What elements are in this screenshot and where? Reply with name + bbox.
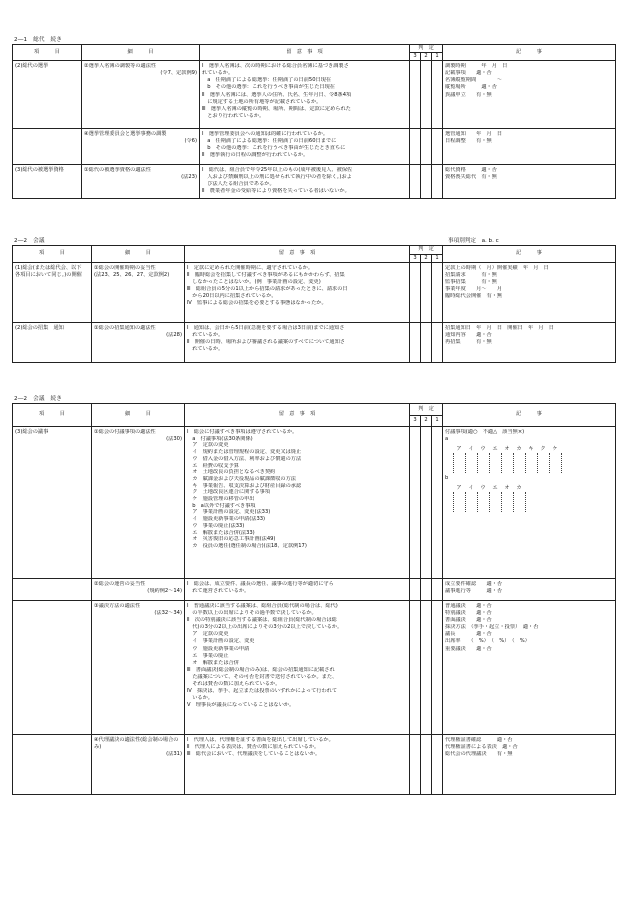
detail-ref: (法23) [181, 174, 197, 181]
check-line: エ 事業の廃止 [187, 652, 229, 659]
judge-cell[interactable] [421, 601, 432, 735]
hdr-item: 項 目 [13, 404, 92, 427]
note-line: 代理権証書による表決 適・否 [445, 744, 518, 751]
hdr-j3: 3 [410, 254, 421, 263]
section-title-2: 2―2 会議 [14, 238, 45, 244]
detail-text: ④代理議決の適法性(総会制の場合のみ) [94, 737, 179, 751]
note-line: 出席率 （ %） （ %） （ %） [445, 638, 530, 645]
detail-ref: (法31) [166, 751, 182, 758]
note-line: 招集請求 有・無 [445, 272, 497, 279]
note-line: 総代資格 適・否 [445, 167, 497, 174]
grid-cell: ウ [480, 485, 486, 492]
row-detail [82, 61, 200, 129]
judge-cell[interactable] [410, 427, 421, 579]
grid-cell: ケ [552, 446, 558, 453]
hdr-j3: 3 [410, 53, 421, 61]
hdr-j1: 1 [432, 254, 443, 263]
check-line: しなかったことはないか。(例 事業計画の設定、変更) [187, 279, 321, 286]
grid-cell: ウ [480, 446, 486, 453]
row-item: (1)総会(または総代会、以下 各項目において同じ。)の開催 [13, 263, 92, 323]
row-notes [443, 735, 616, 795]
hdr-j2: 2 [421, 53, 432, 61]
table-sec2 [12, 245, 616, 363]
judge-cell[interactable] [421, 427, 432, 579]
check-line: Ⅴ 理事長が議長になっていることはないか。 [187, 702, 295, 709]
hdr-check: 留 意 事 項 [200, 45, 410, 61]
row-item [13, 579, 92, 601]
check-line: び法人たる組合員であるか。 [202, 181, 275, 188]
judge-cell[interactable] [410, 129, 421, 165]
table-row [13, 263, 616, 323]
grid-cell: ア [456, 485, 462, 492]
note-line: 招集通知日 年 月 日 開催日 年 月 日 [445, 325, 554, 331]
row-detail [92, 263, 185, 323]
hdr-j1: 1 [432, 415, 443, 427]
check-line: Ⅰ 普通議決に該当する議案は、総組合員(総代制の場合は、総代) [187, 603, 338, 609]
note-line: 採決方法 （挙手・起立・投票） 適・否 [445, 624, 539, 631]
row-detail [92, 323, 185, 363]
detail-ref: (法30) [166, 436, 182, 443]
row-notes [443, 601, 616, 735]
check-line: b その他の選挙：これを行うべき事由が生じたとき直ちに [202, 145, 346, 152]
judge-cell[interactable] [421, 323, 432, 363]
hdr-judge: 判 定 [410, 45, 443, 53]
section-title-1: 2―1 総代 続き [14, 37, 63, 43]
hdr-note: 記 事 [443, 404, 616, 427]
grid-cell: カ [516, 446, 522, 453]
row-detail [82, 165, 200, 198]
check-line: Ⅰ 総代は、組合員で年令25年以上のもの(成年被後見人、被保佐 [202, 167, 353, 174]
row-checks [185, 263, 410, 323]
row-item [13, 601, 92, 735]
check-line: ケ 施設管理の移管の申出 [187, 496, 255, 503]
check-line: た議案について、その可否を封書で送付されているか。また、 [187, 673, 338, 680]
note-line: 日程調整 有・無 [445, 138, 492, 145]
check-line: 人および禁錮刑以上の刑に処せられて執行中の者を除く。)およ [202, 174, 352, 181]
row-notes [443, 263, 616, 323]
hdr-check: 留 意 事 項 [185, 404, 410, 427]
check-line: れているか。 [187, 332, 224, 339]
detail-text: ①総会の開催時期の妥当性 [94, 265, 156, 271]
hdr-detail: 細 目 [82, 45, 200, 61]
section-title-3: 2―2 会議 続き [14, 396, 63, 402]
check-line: Ⅰ 選挙人名簿は、次の時期における総合員名簿に基づき調製さ [202, 63, 349, 70]
check-line: Ⅲ 選挙人名簿の縦覧の時期、場所、期間は、定款に定められた [202, 105, 351, 112]
row-notes [443, 323, 616, 363]
row-item: (3)総会の議事 [13, 427, 92, 579]
grid-label: b [445, 475, 449, 482]
check-line: オ 土地改良の負担となるべき契約 [187, 469, 276, 476]
grid-cell: イ [468, 446, 474, 453]
detail-ref: (法32～34) [154, 610, 182, 617]
check-line: Ⅳ 監事による総会の招集を必要とする事態はなかったか。 [187, 300, 327, 307]
grid-cell: ア [456, 446, 462, 453]
hdr-note: 記 事 [443, 246, 616, 263]
table-row [13, 579, 616, 601]
check-line: Ⅱ 開催の日時、場所および審議される議案のすべてについて通知さ [187, 339, 345, 346]
grid-b-dotted [453, 492, 525, 512]
judge-cell[interactable] [432, 61, 443, 129]
check-line: Ⅰ 代理人は、代理権を証する書面を提出して出席しているか。 [187, 737, 334, 743]
judge-cell[interactable] [432, 323, 443, 363]
grid-cell: キ [528, 446, 534, 453]
check-line: ア 事業計画の設定、変更(法33) [187, 509, 271, 516]
check-line: イ 事業計画の設定、変更 [187, 638, 255, 645]
row-checks [185, 579, 410, 601]
check-line: Ⅱ 臨時総会を招集して付議すべき事項があるにもかかわらず、招集 [187, 272, 345, 279]
hdr-judge: 判 定 [410, 404, 443, 416]
judge-cell[interactable] [421, 165, 432, 198]
check-line: 代)の3分の2以上の出席によりその3分の2以上で決しているか。 [187, 624, 343, 631]
note-line: 名簿縦覧期間 ～ [445, 77, 503, 84]
check-line: ウ 事業の廃止(法33) [187, 522, 245, 529]
check-line: ア 定款の変更 [187, 442, 229, 449]
check-line: ウ 借入金の借入方法、利率および償還の方法 [187, 455, 302, 462]
note-line: 総代会の代理議決 有・無 [445, 751, 513, 758]
note-line: 縦覧場所 適・否 [445, 84, 497, 91]
row-checks [200, 61, 410, 129]
check-line: a 任期満了による総選挙：任期満了の日前50日現在 [202, 77, 332, 84]
row-item [13, 129, 82, 165]
check-line: に規定する土地の所有地等が記載されているか。 [202, 98, 322, 105]
check-line: a 任期満了による総選挙：任期満了の日前60日までに [202, 138, 337, 145]
judge-cell[interactable] [410, 579, 421, 601]
table-row [13, 165, 616, 198]
check-line: Ⅲ 総組合員の5分の1以上から招集の請求があったときに、請求の日 [187, 286, 348, 293]
check-line: b その他の選挙：これを行うべき事由が生じた日現在 [202, 84, 335, 91]
row-checks [185, 735, 410, 795]
grid-a [453, 446, 613, 473]
check-line: b a以外で付議すべき事項 [187, 502, 256, 509]
judge-cell[interactable] [432, 263, 443, 323]
judge-cell[interactable] [410, 601, 421, 735]
check-line: Ⅳ 採決は、挙手、起立または投票のいずれかによって行われて [187, 688, 338, 695]
check-line: ア 定款の変更 [187, 631, 229, 638]
judge-cell[interactable] [410, 61, 421, 129]
check-line: Ⅲ 総代会において、代理議決をしていることはないか。 [187, 751, 321, 758]
grid-cell: イ [468, 485, 474, 492]
grid-cell: ク [540, 446, 546, 453]
hdr-j2: 2 [421, 415, 432, 427]
note-line: 議事進行等 適・否 [445, 588, 503, 595]
check-line: Ⅱ 選挙人名簿には、選挙人の住所、氏名、生年月日、令8条4項 [202, 91, 352, 98]
check-line: Ⅰ 定款に定められた開催時期に、適守されているか。 [187, 265, 314, 271]
table-row [13, 323, 616, 363]
judge-legend: 事項別判定 a. b. c [448, 238, 499, 244]
hdr-note: 記 事 [443, 45, 616, 61]
note-line: 事業年度 月～ 月 [445, 286, 503, 293]
detail-ref: (規約例2～14) [147, 588, 182, 595]
grid-cell: カ [516, 485, 522, 492]
note-line: 付議事項(適○ 不適△ 該当無×) [445, 429, 525, 435]
check-line: れて運営されているか。 [187, 588, 250, 595]
hdr-detail: 細 目 [92, 246, 185, 263]
note-line: 重要議決 適・否 [445, 645, 492, 652]
note-line: 成立要件確認 適・否 [445, 581, 503, 587]
row-notes [443, 579, 616, 601]
check-line: から20日以内に招集されているか。 [187, 293, 277, 300]
check-line: イ 規約または管理規程の設定、変更又は廃止 [187, 449, 302, 456]
row-item: (3)総代の被選挙資格 [13, 165, 82, 198]
note-line: 監事招集 有・無 [445, 279, 497, 286]
check-line: Ⅰ 選挙管理委員会への通知は的確に行われているか。 [202, 131, 329, 138]
note-line: 議長 適・否 [445, 631, 492, 638]
detail-text: ④選挙管理委員会と選挙事務の調製 [84, 131, 167, 138]
row-detail [92, 427, 185, 579]
note-line: 通知内容 適・否 [445, 332, 492, 339]
judge-cell[interactable] [432, 579, 443, 601]
check-line: オ 解散または合併 [187, 659, 239, 666]
hdr-j1: 1 [432, 53, 443, 61]
note-line: 選管通知 年 月 日 [445, 131, 503, 138]
check-line: いるか。 [187, 695, 213, 702]
hdr-item: 項 目 [13, 45, 82, 61]
check-line: エ 経費の収支予算 [187, 462, 239, 469]
check-line: カ 賦課金および夫役現品の賦課徴収の方法 [187, 475, 296, 482]
row-notes [443, 165, 616, 198]
check-line: エ 解散または合併(法33) [187, 529, 255, 536]
judge-cell[interactable] [432, 129, 443, 165]
judge-cell[interactable] [432, 601, 443, 735]
hdr-check: 留 意 事 項 [185, 246, 410, 263]
row-item: (2)総会の招集 通知 [13, 323, 92, 363]
check-line: それは賛否の数に加えられているか。 [187, 681, 281, 688]
check-line: とおり行われているか。 [202, 112, 265, 119]
judge-cell[interactable] [432, 735, 443, 795]
note-line: 資格喪失総代 有・無 [445, 174, 497, 181]
note-line: 臨時総代会開催 有・無 [445, 293, 503, 300]
detail-ref: (法23、25、26、27、定款例2) [94, 272, 170, 279]
check-line: オ 災害復旧の応急工事計画(法49) [187, 536, 276, 543]
row-checks [185, 323, 410, 363]
detail-text: ②選挙人名簿の調製等の適法性 [84, 63, 157, 70]
detail-ref: (令7、定款例9) [160, 70, 197, 77]
table-row [13, 129, 616, 165]
note-line: 再招集 有・無 [445, 339, 492, 346]
row-item: (2)総代の選挙 [13, 61, 82, 129]
check-line: Ⅱ 次の特別議決に該当する議案は、総組合員(総代制の場合は総 [187, 617, 337, 624]
table-sec1 [12, 44, 616, 199]
check-line: Ⅰ 総会は、成立要件、議長の選任、議事の進行等が適切に守ら [187, 581, 334, 587]
detail-ref: (令6) [184, 138, 197, 145]
note-line: 記載事項 適・否 [445, 70, 492, 77]
judge-cell[interactable] [410, 323, 421, 363]
check-line: Ⅱ 代理人による表決は、賛否の数に加えられているか。 [187, 744, 320, 751]
judge-cell[interactable] [410, 263, 421, 323]
judge-cell[interactable] [421, 61, 432, 129]
table-row [13, 601, 616, 735]
check-line: Ⅰ 通知は、会日から5日前(急施を要する場合は3日前)までに通知さ [187, 325, 345, 331]
row-detail [82, 129, 200, 165]
note-line: 特別議決 適・否 [445, 610, 492, 617]
detail-text: ①総代の被選挙資格の適法性 [84, 167, 151, 174]
hdr-j2: 2 [421, 254, 432, 263]
row-checks [200, 165, 410, 198]
note-line: 定款上の時期（ 月）開催実績 年 月 日 [445, 265, 549, 271]
judge-cell[interactable] [432, 165, 443, 198]
row-detail [92, 601, 185, 735]
hdr-item: 項 目 [13, 246, 92, 263]
row-checks [200, 129, 410, 165]
judge-cell[interactable] [421, 263, 432, 323]
row-detail [92, 735, 185, 795]
row-checks [185, 427, 410, 579]
check-line: Ⅱ 選挙執行の日程の調整が行われているか。 [202, 152, 309, 159]
detail-text: ①総会の招集通知の適法性 [94, 325, 156, 331]
table-sec3 [12, 403, 616, 795]
check-line: a 付議事項(法30条関係) [187, 435, 253, 442]
detail-text: ①総会の付議事項の適法性 [94, 429, 156, 435]
check-line: ク 土地改良区連合に関する事項 [187, 489, 271, 496]
check-line: ウ 施設更新事業の申請 [187, 645, 250, 652]
note-line: 代理権証書確認 適・否 [445, 737, 513, 743]
row-item [13, 735, 92, 795]
note-line: 普通議決 適・否 [445, 603, 492, 609]
table-row [13, 61, 616, 129]
detail-text: ③議決方法の適法性 [94, 603, 141, 609]
judge-cell[interactable] [421, 129, 432, 165]
row-checks [185, 601, 410, 735]
check-line: キ 事業報告、収支決算および財産目録の承認 [187, 482, 302, 489]
check-line: Ⅱ 農業者年金の受給等により資格を失っている者はいないか。 [202, 188, 350, 195]
detail-text: ②総会の運営の妥当性 [94, 581, 146, 587]
check-line: カ 役員の選任(選任制の場合)(法18、定款例17) [187, 542, 307, 549]
check-line: れているか。 [202, 70, 234, 77]
check-line: Ⅰ 総会に付議すべき事項は遵守されているか。 [187, 429, 298, 435]
grid-b [453, 485, 613, 512]
row-notes [443, 427, 616, 579]
grid-cell: オ [504, 485, 510, 492]
grid-cell: エ [492, 446, 498, 453]
grid-a-dotted [453, 453, 561, 473]
hdr-detail: 細 目 [92, 404, 185, 427]
judge-cell[interactable] [410, 165, 421, 198]
check-line: イ 施設更新事業の申請(法33) [187, 516, 266, 523]
row-notes [443, 61, 616, 129]
judge-cell[interactable] [421, 579, 432, 601]
note-line: 調製時期 年 月 日 [445, 63, 508, 70]
hdr-j3: 3 [410, 415, 421, 427]
grid-cell: オ [504, 446, 510, 453]
check-line: の半数以上の出席によりその過半数で決しているか。 [187, 610, 317, 617]
table-row [13, 735, 616, 795]
hdr-judge: 判 定 [410, 246, 443, 255]
judge-cell[interactable] [421, 735, 432, 795]
note-line: 異議申立 有・無 [445, 91, 492, 98]
check-line: れているか。 [187, 346, 224, 353]
row-notes [443, 129, 616, 165]
grid-cell: エ [492, 485, 498, 492]
row-detail [92, 579, 185, 601]
table-row [13, 427, 616, 579]
judge-cell[interactable] [432, 427, 443, 579]
check-line: Ⅲ 書面議決(総会制の場合のみ)は、総会の招集通知に記載され [187, 666, 335, 673]
detail-ref: (法28) [166, 332, 182, 339]
grid-label: a [445, 436, 449, 443]
judge-cell[interactable] [410, 735, 421, 795]
note-line: 書面議決 適・否 [445, 617, 492, 624]
